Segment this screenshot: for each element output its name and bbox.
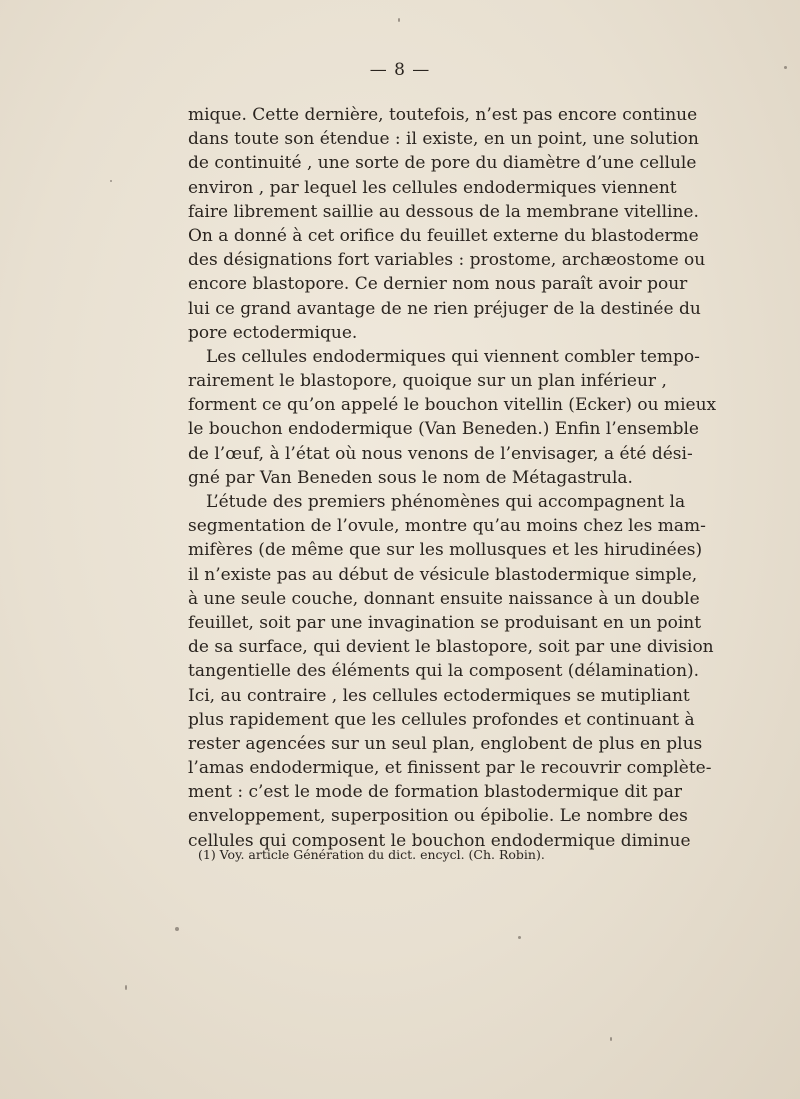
text-line: rester agencées sur un seul plan, englobent de plus en plus [188, 733, 703, 754]
text-line: Ici, au contraire , les cellules ectodermiques se mutipliant [188, 685, 690, 706]
paper-speck [398, 18, 400, 22]
text-line: ment : c’est le mode de formation blastodermique dit par [188, 782, 683, 803]
text-line: à une seule couche, donnant ensuite naissance à un double [188, 588, 700, 609]
text-line: de sa surface, qui devient le blastopore, soit par une division [188, 637, 714, 658]
text-line: des désignations fort variables : prostome, archæostome ou [188, 250, 706, 271]
text-line: forment ce qu’on appelé le bouchon vitellin (Ecker) ou mieux [188, 395, 717, 416]
paper-speck [518, 936, 521, 939]
paper-speck [784, 66, 787, 69]
text-line: le bouchon endodermique (Van Beneden.) Enfin l’ensemble [188, 419, 699, 440]
paper-speck [110, 180, 112, 182]
text-line: dans toute son étendue : il existe, en un point, une solution [188, 129, 699, 150]
text-line: mique. Cette dernière, toutefois, n’est pas encore continue [188, 105, 698, 125]
text-line: faire librement saillie au dessous de la membrane vitelline. [188, 201, 699, 222]
paper-speck [610, 1037, 612, 1041]
text-line: enveloppement, superposition ou épibolie. Le nombre des [188, 806, 688, 827]
paper-speck [125, 985, 127, 990]
text-line: mifères (de même que sur les mollusques et les hirudinées) [188, 540, 703, 561]
text-line: gné par Van Beneden sous le nom de Métagastrula. [188, 467, 633, 488]
text-line: feuillet, soit par une invagination se produisant en un point [188, 612, 702, 633]
body-text [188, 103, 717, 853]
text-line: On a donné à cet orifice du feuillet externe du blastoderme [188, 225, 699, 246]
text-line: lui ce grand avantage de ne rien préjuger de la destinée du [188, 298, 701, 319]
text-line: L’étude des premiers phénomènes qui accompagnent la [206, 492, 686, 512]
text-line: environ , par lequel les cellules endodermiques viennent [188, 177, 677, 198]
text-line: pore ectodermique. [188, 322, 358, 343]
text-line: segmentation de l’ovule, montre qu’au moins chez les mam- [188, 516, 706, 537]
text-line: tangentielle des éléments qui la composent (délamination). [188, 661, 700, 682]
text-line: rairement le blastopore, quoique sur un plan inférieur , [188, 371, 667, 392]
text-line: Les cellules endodermiques qui viennent combler tempo- [206, 346, 700, 367]
page-number: — 8 — [369, 60, 431, 80]
text-line: plus rapidement que les cellules profondes et continuant à [188, 709, 695, 730]
text-line: l’amas endodermique, et finissent par le recouvrir complète- [188, 758, 712, 779]
text-line: il n’existe pas au début de vésicule blastodermique simple, [188, 564, 698, 585]
text-line: de l’œuf, à l’état où nous venons de l’envisager, a été dési- [188, 443, 693, 464]
text-line: de continuité , une sorte de pore du diamètre d’une cellule [188, 153, 697, 174]
text-line: cellules qui composent le bouchon endodermique diminue [188, 830, 691, 851]
footnote: (1) Voy. article Génération du dict. encycl. (Ch. Robin). [198, 847, 545, 862]
paper-speck [175, 927, 179, 931]
text-line: encore blastopore. Ce dernier nom nous paraît avoir pour [188, 274, 688, 295]
